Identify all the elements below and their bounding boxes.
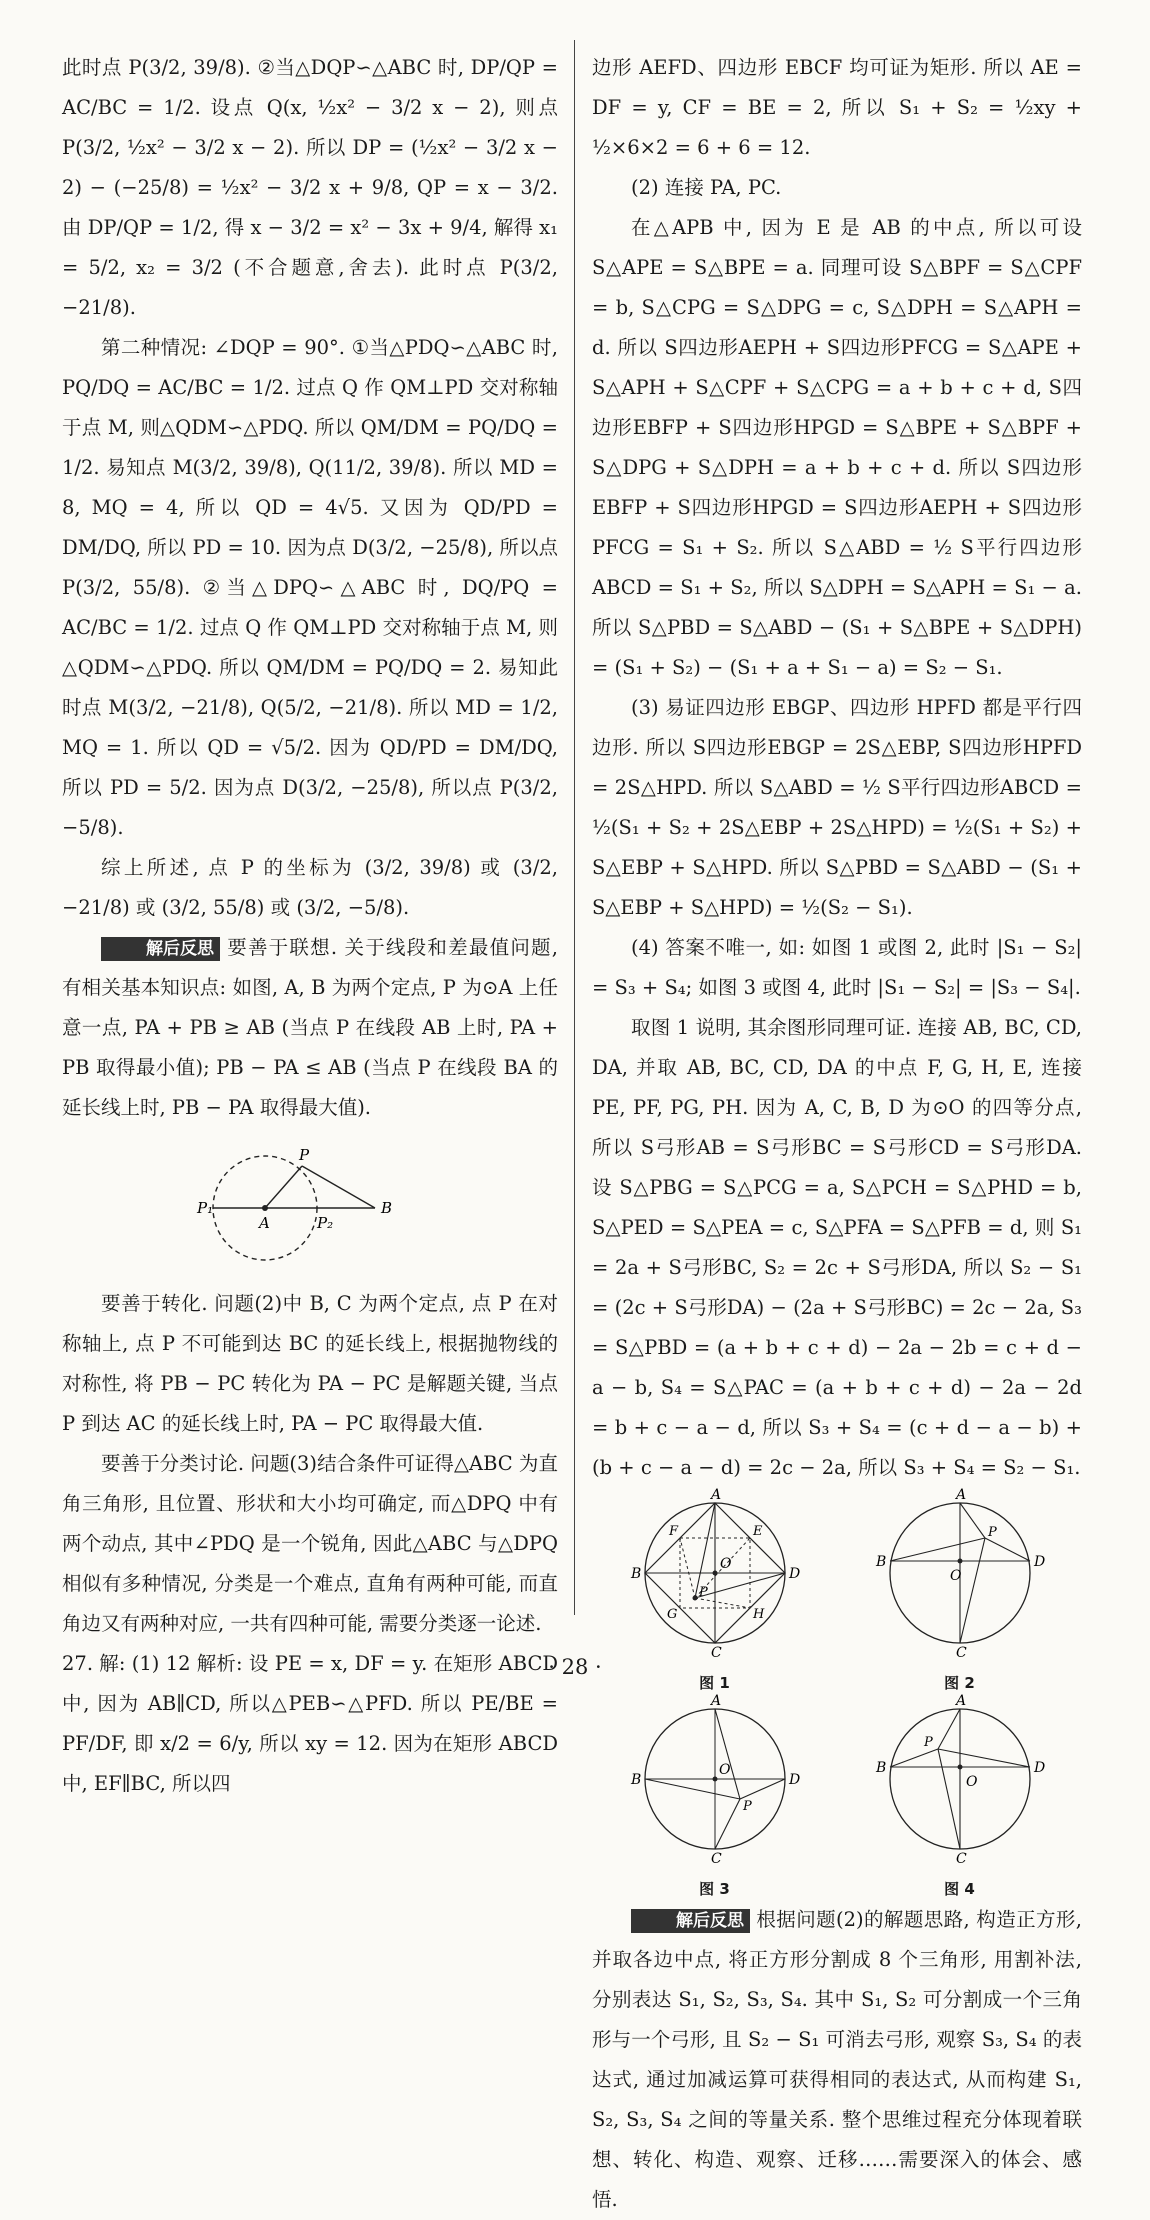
solution-summary: 综上所述, 点 P 的坐标为 (3/2, 39/8) 或 (3/2, −21/8) 或 (3/2, 55/8) 或 (3/2, −5/8).	[62, 856, 558, 919]
fig1-label-F: F	[668, 1524, 678, 1539]
figure-3	[625, 1694, 805, 1900]
solution-paragraph-1: 此时点 P(3/2, 39/8). ②当△DQP∽△ABC 时, DP/QP = AC/BC = 1/2. 设点 Q(x, ½x² − 3/2 x − 2), 则点 P(3/2, ½x² − 3/2 x − 2). 所以 DP = (½x² − 3/2 x − 2) − (−25/8) = ½x² − 3/2 x + 9/8, QP = x − 3/2. 由 DP/QP = 1/2, 得 x − 3/2 = x² − 3x + 9/4, 解得 x₁ = 5/2, x₂ = 3/2 (不合题意,舍去). 此时点 P(3/2, −21/8).	[62, 56, 558, 319]
circle-segment-figure	[62, 1136, 558, 1276]
left-column	[62, 48, 558, 1804]
figure-4	[870, 1694, 1050, 1900]
fig4-label-A: A	[955, 1694, 966, 1709]
figure-2-caption: 图 2	[944, 1674, 975, 1692]
fig1-label-C: C	[710, 1645, 722, 1658]
fig3-label-C: C	[710, 1851, 722, 1864]
fig2-label-A: A	[955, 1488, 966, 1503]
column-divider	[574, 40, 575, 1615]
fig1-label-G: G	[666, 1607, 677, 1622]
fig2-label-P: P	[987, 1525, 997, 1540]
fig1-label-D: D	[788, 1566, 800, 1582]
right-paragraph-4: (3) 易证四边形 EBGP、四边形 HPFD 都是平行四边形. 所以 S四边形EBGP = 2S△EBP, S四边形HPFD = 2S△HPD. 所以 S△ABD = ½ S平行四边形ABCD = ½(S₁ + S₂ + 2S△EBP + 2S△HPD) = ½(S₁ + S₂) + S△EBP + S△HPD. 所以 S△PBD = S△ABD − (S₁ + S△EBP + S△HPD) = ½(S₂ − S₁).	[592, 696, 1082, 919]
fig4-label-B: B	[875, 1760, 886, 1776]
question-27-solution: 27. 解: (1) 12 解析: 设 PE = x, DF = y. 在矩形 ABCD 中, 因为 AB∥CD, 所以△PEB∽△PFD. 所以 PE/BE = PF/DF, 即 x/2 = 6/y, 所以 xy = 12. 因为在矩形 ABCD 中, EF∥BC, 所以四	[62, 1652, 558, 1795]
figure-1-caption: 图 1	[699, 1674, 730, 1692]
page-number: · 28 ·	[548, 1655, 602, 1679]
reflection-tag: 解后反思	[101, 937, 220, 961]
reflection-paragraph-1	[62, 928, 558, 1128]
figure-circle-AB	[195, 1136, 425, 1276]
right-reflection	[592, 1900, 1082, 2220]
fig2-label-C: C	[955, 1645, 967, 1658]
fig2-label-B: B	[875, 1554, 886, 1570]
figures-row-2	[592, 1694, 1082, 1900]
fig3-label-A: A	[710, 1694, 721, 1709]
reflection-text-1: 要善于联想. 关于线段和差最值问题, 有相关基本知识点: 如图, A, B 为两个定点, P 为⊙A 上任意一点, PA + PB ≥ AB (当点 P 在线段 AB 上时, PA + PB 取得最小值); PB − PA ≤ AB (当点 P 在线段 BA 的延长线上时, PB − PA 取得最大值).	[62, 936, 558, 1119]
fig3-label-B: B	[630, 1772, 641, 1788]
right-paragraph-3: 在△APB 中, 因为 E 是 AB 的中点, 所以可设 S△APE = S△BPE = a. 同理可设 S△BPF = S△CPF = b, S△CPG = S△DPG = c, S△DPH = S△APH = d. 所以 S四边形AEPH + S四边形PFCG = S△APE + S△APH + S△CPF + S△CPG = a + b + c + d, S四边形EBFP + S四边形HPGD = S△BPE + S△BPF + S△DPG + S△DPH = a + b + c + d. 所以 S四边形EBFP + S四边形HPGD = S四边形AEPH + S四边形PFCG = S₁ + S₂. 所以 S△ABD = ½ S平行四边形ABCD = S₁ + S₂, 所以 S△DPH = S△APH = S₁ − a. 所以 S△PBD = S△ABD − (S₁ + S△BPE + S△DPH) = (S₁ + S₂) − (S₁ + a + S₁ − a) = S₂ − S₁.	[592, 216, 1082, 679]
fig4-label-P: P	[923, 1735, 933, 1750]
fig4-label-C: C	[955, 1851, 967, 1864]
fig4-label-D: D	[1033, 1760, 1045, 1776]
right-paragraph-1: 边形 AEFD、四边形 EBCF 均可证为矩形. 所以 AE = DF = y, CF = BE = 2, 所以 S₁ + S₂ = ½xy + ½×6×2 = 6 + 6 = 12.	[592, 56, 1082, 159]
fig1-label-O: O	[719, 1556, 731, 1572]
label-A: A	[259, 1214, 270, 1232]
fig3-label-P: P	[742, 1799, 752, 1814]
fig1-label-B: B	[630, 1566, 641, 1582]
right-reflection-tag: 解后反思	[631, 1909, 750, 1933]
label-B: B	[381, 1199, 393, 1217]
right-paragraph-2: (2) 连接 PA, PC.	[631, 176, 782, 199]
fig2-label-O: O	[949, 1568, 961, 1584]
label-P: P	[299, 1146, 310, 1164]
reflection-paragraph-3: 要善于分类讨论. 问题(3)结合条件可证得△ABC 为直角三角形, 且位置、形状和大小均可确定, 而△DPQ 中有两个动点, 其中∠PDQ 是一个锐角, 因此△ABC 与△DPQ 相似有多种情况, 分类是一个难点, 直角有两种可能, 而直角边又有两种对应, 一共有四种可能, 需要分类逐一论述.	[62, 1452, 558, 1635]
figure-4-caption: 图 4	[944, 1880, 975, 1898]
right-column	[592, 48, 1082, 2220]
fig2-label-D: D	[1033, 1554, 1045, 1570]
fig1-label-A: A	[710, 1488, 721, 1503]
label-P2: P₂	[317, 1214, 334, 1232]
fig1-label-H: H	[752, 1607, 764, 1622]
reflection-paragraph-2: 要善于转化. 问题(2)中 B, C 为两个定点, 点 P 在对称轴上, 点 P 不可能到达 BC 的延长线上, 根据抛物线的对称性, 将 PB − PC 转化为 PA − PC 是解题关键, 当点 P 到达 AC 的延长线上时, PA − PC 取得最大值.	[62, 1292, 558, 1435]
fig3-label-D: D	[788, 1772, 800, 1788]
right-reflection-text: 根据问题(2)的解题思路, 构造正方形, 并取各边中点, 将正方形分割成 8 个三角形, 用割补法, 分别表达 S₁, S₂, S₃, S₄. 其中 S₁, S₂ 可分割成一个三角形与一个弓形, 且 S₂ − S₁ 可消去弓形, 观察 S₃, S₄ 的表达式, 通过加减运算可获得相同的表达式, 从而构建 S₁, S₂, S₃, S₄ 之间的等量关系. 整个思维过程充分体现着联想、转化、构造、观察、迁移……需要深入的体会、感悟.	[592, 1908, 1082, 2211]
fig3-label-O: O	[718, 1762, 730, 1778]
label-P1: P₁	[197, 1199, 214, 1217]
figure-3-caption: 图 3	[699, 1880, 730, 1898]
right-paragraph-6: 取图 1 说明, 其余图形同理可证. 连接 AB, BC, CD, DA, 并取 AB, BC, CD, DA 的中点 F, G, H, E, 连接 PE, PF, PG, PH. 因为 A, C, B, D 为⊙O 的四等分点, 所以 S弓形AB = S弓形BC = S弓形CD = S弓形DA. 设 S△PBG = S△PCG = a, S△PCH = S△PHD = b, S△PED = S△PEA = c, S△PFA = S△PFB = d, 则 S₁ = 2a + S弓形BC, S₂ = 2c + S弓形DA, 所以 S₂ − S₁ = (2c + S弓形DA) − (2a + S弓形BC) = 2c − 2a, S₃ = S△PBD = (a + b + c + d) − 2a − 2b = c + d − a − b, S₄ = S△PAC = (a + b + c + d) − 2a − 2d = b + c − a − d, 所以 S₃ + S₄ = (c + d − a − b) + (b + c − a − d) = 2c − 2a, 所以 S₃ + S₄ = S₂ − S₁.	[592, 1016, 1082, 1479]
fig4-label-O: O	[965, 1774, 977, 1790]
right-paragraph-5: (4) 答案不唯一, 如: 如图 1 或图 2, 此时 |S₁ − S₂| = S₃ + S₄; 如图 3 或图 4, 此时 |S₁ − S₂| = |S₃ − S₄|.	[592, 936, 1082, 999]
fig1-label-E: E	[752, 1524, 762, 1539]
solution-paragraph-2: 第二种情况: ∠DQP = 90°. ①当△PDQ∽△ABC 时, PQ/DQ = AC/BC = 1/2. 过点 Q 作 QM⊥PD 交对称轴于点 M, 则△QDM∽△PDQ. 所以 QM/DM = PQ/DQ = 1/2. 易知点 M(3/2, 39/8), Q(11/2, 39/8). 所以 MD = 8, MQ = 4, 所以 QD = 4√5. 又因为 QD/PD = DM/DQ, 所以 PD = 10. 因为点 D(3/2, −25/8), 所以点 P(3/2, 55/8). ②当△DPQ∽△ABC 时, DQ/PQ = AC/BC = 1/2. 过点 Q 作 QM⊥PD 交对称轴于点 M, 则△QDM∽△PDQ. 所以 QM/DM = PQ/DQ = 2. 易知此时点 M(3/2, −21/8), Q(5/2, −21/8). 所以 MD = 1/2, MQ = 1. 所以 QD = √5/2. 因为 QD/PD = DM/DQ, 所以 PD = 5/2. 因为点 D(3/2, −25/8), 所以点 P(3/2, −5/8).	[62, 336, 558, 839]
fig1-label-P: P	[698, 1585, 708, 1600]
